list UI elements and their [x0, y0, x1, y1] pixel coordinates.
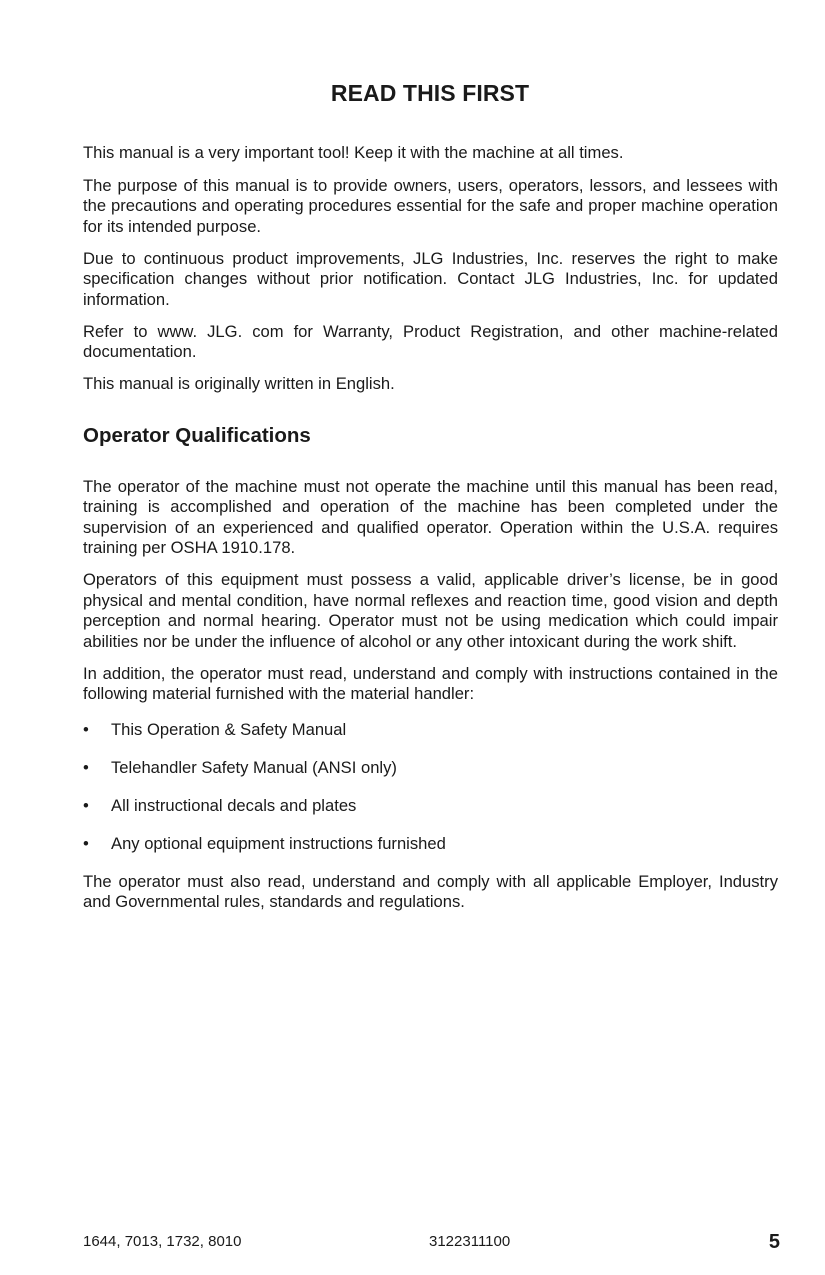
intro-paragraph-2: The purpose of this manual is to provide owners, users, operators, lessors, and lessees with the precautions and operating procedures essential for the safe and proper machine operation for its intended purpose. [83, 175, 778, 236]
page-content [83, 143, 778, 924]
bullet-symbol: • [83, 757, 89, 777]
intro-paragraph-5: This manual is originally written in English. [83, 374, 395, 393]
bullet-symbol: • [83, 719, 89, 739]
list-item-text: Any optional equipment instructions furnished [111, 833, 446, 853]
qualifications-paragraph-3: In addition, the operator must read, understand and comply with instructions contained in the following material furnished with the material handler: [83, 663, 778, 703]
qualifications-closing-paragraph: The operator must also read, understand and comply with all applicable Employer, Industry and Governmental rules, standards and regulations. [83, 871, 778, 911]
footer-page-number: 5 [768, 1231, 780, 1253]
list-item-text: All instructional decals and plates [111, 795, 357, 815]
page-title: READ THIS FIRST [330, 80, 530, 106]
footer-model-numbers: 1644, 7013, 1732, 8010 [83, 1233, 242, 1250]
list-item [83, 720, 778, 741]
intro-paragraph-4: Refer to www. JLG. com for Warranty, Product Registration, and other machine-related documentation. [83, 321, 778, 361]
intro-paragraph-1: This manual is a very important tool! Keep it with the machine at all times. [83, 143, 624, 162]
bullet-symbol: • [83, 833, 89, 853]
list-item-text: Telehandler Safety Manual (ANSI only) [111, 757, 397, 777]
bullet-symbol: • [83, 795, 89, 815]
required-materials-list [83, 720, 778, 855]
intro-paragraph-3: Due to continuous product improvements, JLG Industries, Inc. reserves the right to make specification changes without prior notification. Contact JLG Industries, Inc. for updated information. [83, 248, 778, 309]
section-heading-operator-qualifications: Operator Qualifications [83, 423, 311, 447]
list-item-text: This Operation & Safety Manual [111, 719, 347, 739]
list-item [83, 796, 778, 817]
list-item [83, 834, 778, 855]
qualifications-paragraph-1: The operator of the machine must not operate the machine until this manual has been read, training is accomplished and operation of the machine has been completed under the supervision of an experienced and qualified operator. Operation within the U.S.A. requires training per OSHA 1910.178. [83, 476, 778, 557]
qualifications-paragraph-2: Operators of this equipment must possess a valid, applicable driver’s license, be in good physical and mental condition, have normal reflexes and reaction time, good vision and depth perception and normal hearing. Operator must not be using medication which could impair abilities nor be under the influence of alcohol or any other intoxicant during the work shift. [83, 570, 778, 651]
page-footer [83, 1233, 780, 1255]
footer-document-number: 3122311100 [429, 1233, 511, 1250]
list-item [83, 758, 778, 779]
